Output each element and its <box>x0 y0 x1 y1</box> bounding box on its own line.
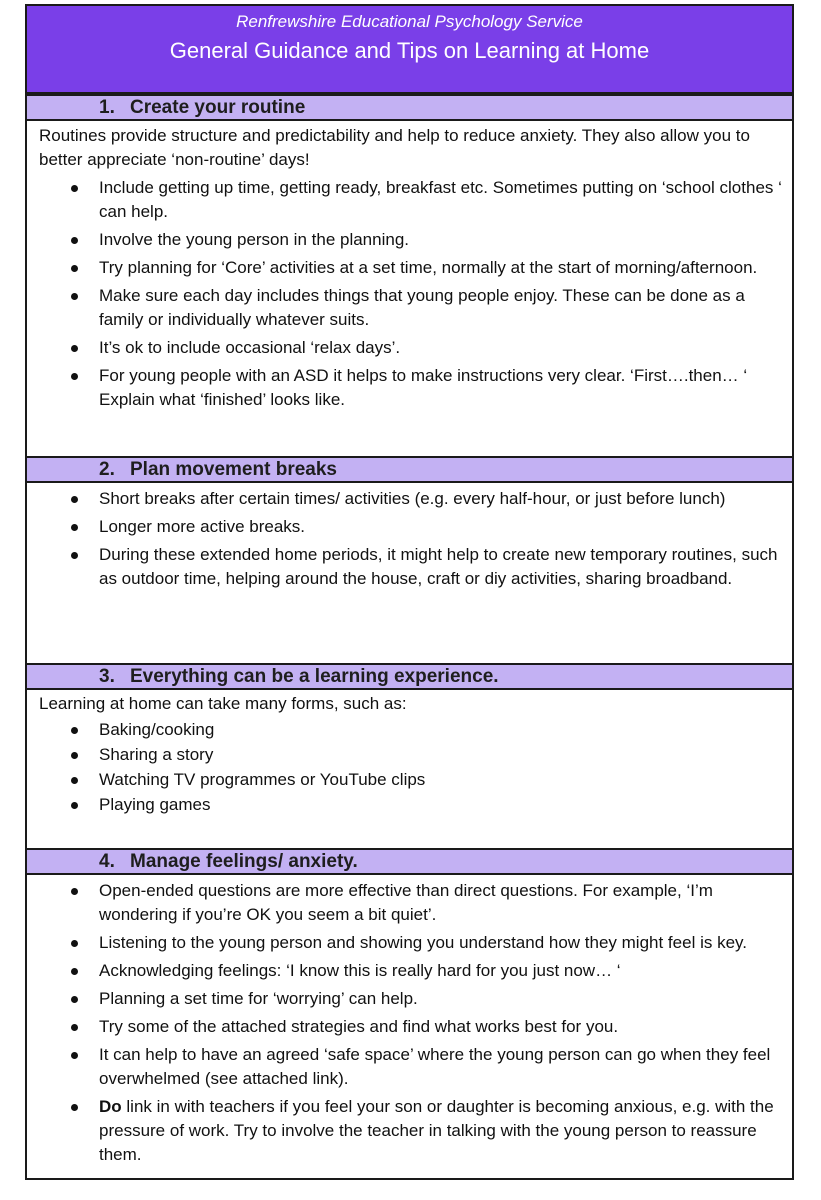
bullet-icon <box>71 237 78 244</box>
list-item: Watching TV programmes or YouTube clips <box>27 768 784 792</box>
section-4-number: 4. <box>99 851 115 872</box>
section-4-heading <box>27 848 792 875</box>
list-item: Baking/cooking <box>27 718 784 742</box>
bullet-icon <box>71 265 78 272</box>
bullet-icon <box>71 1024 78 1031</box>
emphasis-text: Do <box>99 1097 122 1116</box>
list-item: Involve the young person in the planning. <box>27 228 784 252</box>
bullet-icon <box>71 524 78 531</box>
list-item: Acknowledging feelings: ‘I know this is really hard for you just now… ‘ <box>27 959 784 983</box>
bullet-icon <box>71 777 78 784</box>
list-item: It’s ok to include occasional ‘relax days’. <box>27 336 784 360</box>
list-item: Listening to the young person and showing you understand how they might feel is key. <box>27 931 784 955</box>
list-item: Longer more active breaks. <box>27 515 784 539</box>
bullet-icon <box>71 496 78 503</box>
section-2-title: Plan movement breaks <box>130 459 337 480</box>
section-3-heading <box>27 663 792 690</box>
bullet-icon <box>71 345 78 352</box>
section-3-title: Everything can be a learning experience. <box>130 666 499 687</box>
bullet-icon <box>71 752 78 759</box>
bullet-icon <box>71 293 78 300</box>
section-3-list <box>27 718 784 821</box>
bullet-icon <box>71 373 78 380</box>
list-item: Short breaks after certain times/ activities (e.g. every half-hour, or just before lunch) <box>27 487 784 511</box>
list-item: Sharing a story <box>27 743 784 767</box>
section-1-heading <box>27 94 792 121</box>
bullet-icon <box>71 1104 78 1111</box>
list-item: It can help to have an agreed ‘safe space’ where the young person can go when they feel overwhelmed (see attached link). <box>27 1043 784 1091</box>
list-item: Try some of the attached strategies and find what works best for you. <box>27 1015 784 1039</box>
document-title: General Guidance and Tips on Learning at Home <box>169 38 650 63</box>
section-4-list <box>27 879 784 1171</box>
list-item: Try planning for ‘Core’ activities at a set time, normally at the start of morning/afternoon. <box>27 256 784 280</box>
section-1-number: 1. <box>99 97 115 118</box>
bullet-icon <box>71 940 78 947</box>
bullet-icon <box>71 968 78 975</box>
section-4-title: Manage feelings/ anxiety. <box>130 851 358 872</box>
list-item: For young people with an ASD it helps to make instructions very clear. ‘First….then… ‘ Explain what ‘finished’ looks like. <box>27 364 784 412</box>
section-2-list <box>27 487 784 595</box>
list-item: Do link in with teachers if you feel your son or daughter is becoming anxious, e.g. with the pressure of work. Try to involve the teacher in talking with the young person to reassure them. <box>27 1095 784 1167</box>
section-3-intro: Learning at home can take many forms, such as: <box>39 694 407 713</box>
list-item: During these extended home periods, it might help to create new temporary routines, such as outdoor time, helping around the house, craft or diy activities, sharing broadband. <box>27 543 784 591</box>
section-2-heading <box>27 456 792 483</box>
bullet-icon <box>71 802 78 809</box>
bullet-icon <box>71 996 78 1003</box>
section-3-number: 3. <box>99 666 115 687</box>
list-item: Open-ended questions are more effective than direct questions. For example, ‘I’m wondering if you’re OK you seem a bit quiet’. <box>27 879 784 927</box>
document-header <box>27 6 792 94</box>
bullet-icon <box>71 552 78 559</box>
list-item: Include getting up time, getting ready, breakfast etc. Sometimes putting on ‘school clothes ‘ can help. <box>27 176 784 224</box>
organisation-name: Renfrewshire Educational Psychology Service <box>236 12 583 31</box>
section-1-title: Create your routine <box>130 97 306 118</box>
guidance-document <box>25 4 794 1180</box>
list-item: Planning a set time for ‘worrying’ can help. <box>27 987 784 1011</box>
section-1-intro: Routines provide structure and predictability and help to reduce anxiety. They also allow you to better appreciate ‘non-routine’ days! <box>39 126 750 169</box>
list-item: Playing games <box>27 793 784 817</box>
list-item: Make sure each day includes things that young people enjoy. These can be done as a family or individually whatever suits. <box>27 284 784 332</box>
section-2-number: 2. <box>99 459 115 480</box>
section-1-list <box>27 176 784 416</box>
bullet-icon <box>71 727 78 734</box>
bullet-icon <box>71 888 78 895</box>
bullet-icon <box>71 1052 78 1059</box>
bullet-icon <box>71 185 78 192</box>
